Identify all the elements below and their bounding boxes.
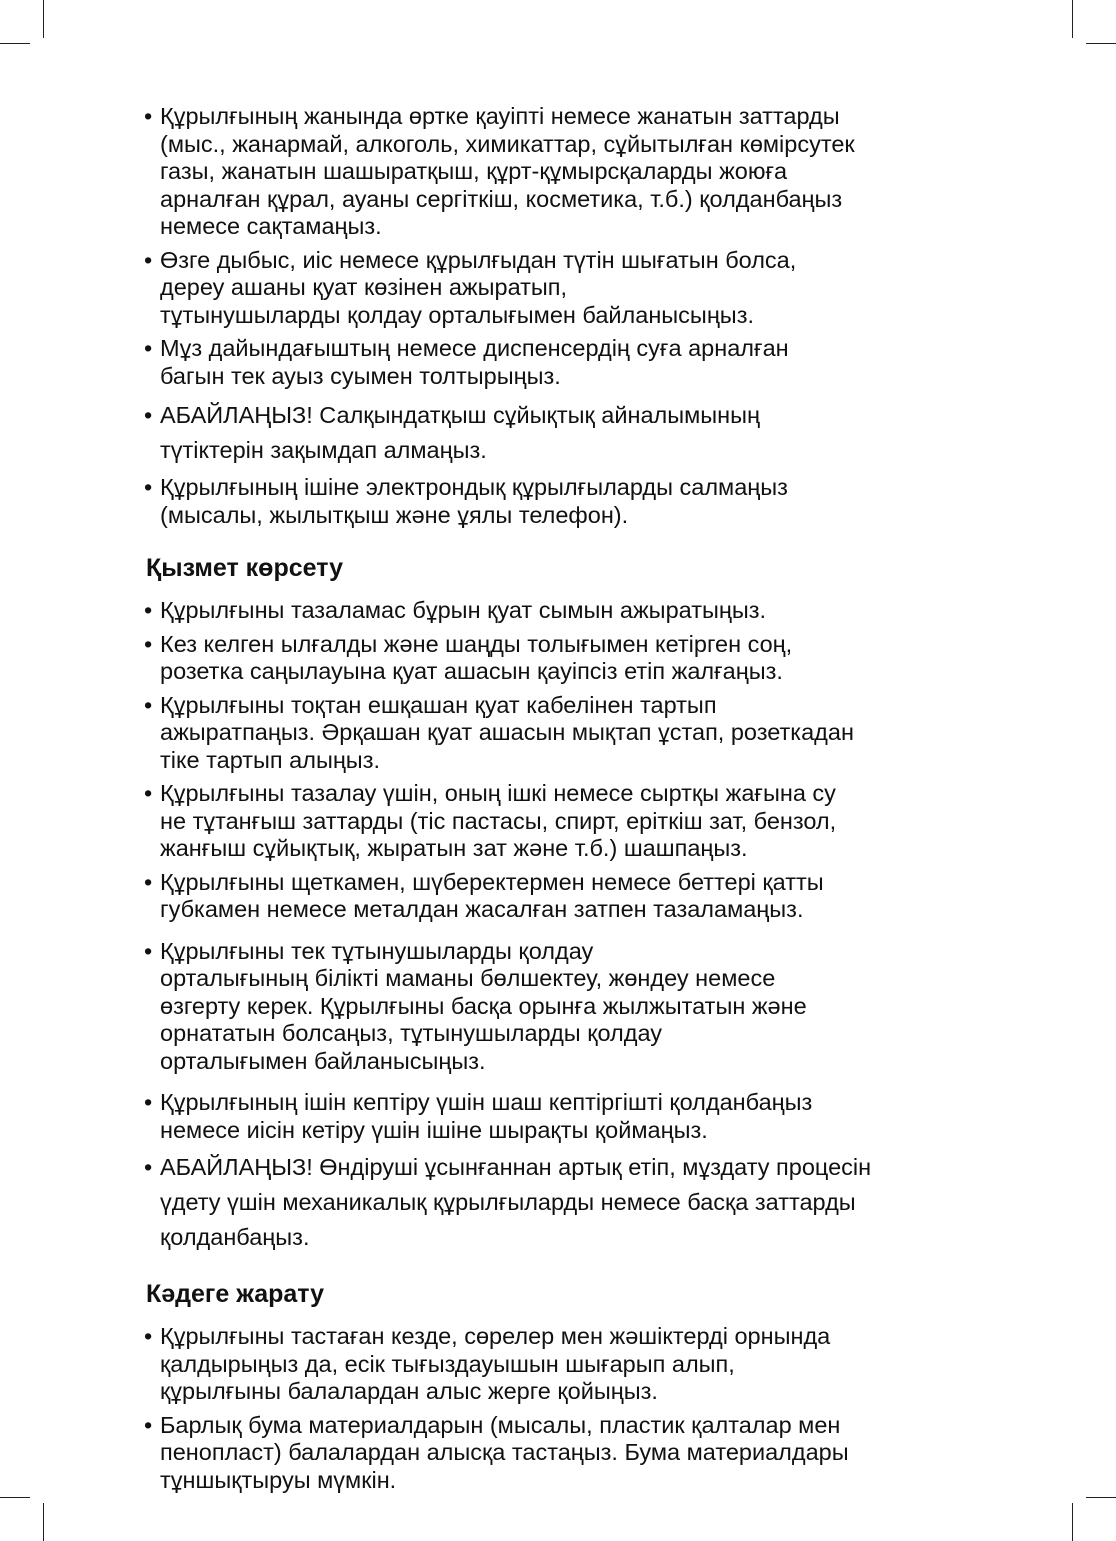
crop-mark-top-right-horizontal [1086,43,1116,44]
crop-mark-bottom-left-vertical [43,1503,44,1541]
bullet-item: • Құрылғыны тек тұтынушыларды қолдау орталығының білікті маманы бөлшектеу, жөндеу немесе өзгерту керек. Құрылғыны басқа орынға жылжытатын және орнататын болсаңыз, тұтынушыларды қолдау орталығымен байланысыңыз. [146,938,986,1076]
bullet-item: • Кез келген ылғалды және шаңды толығымен кетірген соң, розетка саңылауына қуат ашасын қауіпсіз етіп жалғаңыз. [146,631,986,686]
crop-mark-top-right-vertical [1072,0,1073,38]
bullet-item: • Мұз дайындағыштың немесе диспенсердің суға арналған багын тек ауыз суымен толтырыңыз. [146,335,986,390]
bullet-item: • Құрылғының ішіне электрондық құрылғыларды салмаңыз (мысалы, жылытқыш және ұялы телефон). [146,474,986,529]
bullet-item-caution: • АБАЙЛАҢЫЗ! Өндіруші ұсынғаннан артық етіп, мұздату процесін үдету үшін механикалық құрылғыларды немесе басқа заттарды қолданбаңыз. [146,1150,986,1255]
maintenance-section [146,553,986,1255]
section-heading-disposal: Кәдеге жарату [146,1280,325,1308]
crop-mark-bottom-left-horizontal [0,1497,30,1498]
crop-mark-top-left-vertical [43,0,44,38]
manual-page-content [146,103,986,1500]
bullet-item: • Құрылғыны тазалау үшін, оның ішкі немесе сыртқы жағына су не тұтанғыш заттарды (тіс пастасы, спирт, еріткіш зат, бензол, жанғыш сұйықтық, жыратын зат және т.б.) шашпаңыз. [146,780,986,863]
disposal-section [146,1279,986,1494]
crop-mark-bottom-right-horizontal [1086,1497,1116,1498]
bullet-item-caution: • АБАЙЛАҢЫЗ! Салқындатқыш сұйықтық айналымының түтіктерін зақымдап алмаңыз. [146,398,986,468]
section-heading-maintenance: Қызмет көрсету [146,554,343,582]
bullet-item: • Құрылғының ішін кептіру үшін шаш кептіргішті қолданбаңыз немесе иісін кетіру үшін ішіне шырақты қоймаңыз. [146,1089,986,1144]
warnings-section [146,103,986,529]
crop-mark-bottom-right-vertical [1072,1503,1073,1541]
bullet-item: • Құрылғыны щеткамен, шүберектермен немесе беттері қатты губкамен немесе металдан жасалған затпен тазаламаңыз. [146,869,986,924]
bullet-item: • Құрылғының жанында өртке қауіпті немесе жанатын заттарды (мыс., жанармай, алкоголь, химикаттар, сұйытылған көмірсутек газы, жанатын шашыратқыш, құрт-құмырсқаларды жоюға арналған құрал, ауаны сергіткіш, косметика, т.б.) қолданбаңыз немесе сақтамаңыз. [146,103,986,241]
bullet-item: • Барлық бума материалдарын (мысалы, пластик қалталар мен пенопласт) балалардан алысқа тастаңыз. Бума материалдары тұншықтыруы мүмкін. [146,1412,986,1495]
crop-mark-top-left-horizontal [0,43,30,44]
bullet-item: • Құрылғыны тазаламас бұрын қуат сымын ажыратыңыз. [146,597,986,625]
bullet-item: • Өзге дыбыс, иіс немесе құрылғыдан түтін шығатын болса, дереу ашаны қуат көзінен ажыратып, тұтынушыларды қолдау орталығымен байланысыңыз. [146,247,986,330]
bullet-item: • Құрылғыны тоқтан ешқашан қуат кабелінен тартып ажыратпаңыз. Әрқашан қуат ашасын мықтап ұстап, розеткадан тіке тартып алыңыз. [146,692,986,775]
bullet-item: • Құрылғыны тастаған кезде, сөрелер мен жәшіктерді орнында қалдырыңыз да, есік тығыздауышын шығарып алып, құрылғыны балалардан алыс жерге қойыңыз. [146,1323,986,1406]
